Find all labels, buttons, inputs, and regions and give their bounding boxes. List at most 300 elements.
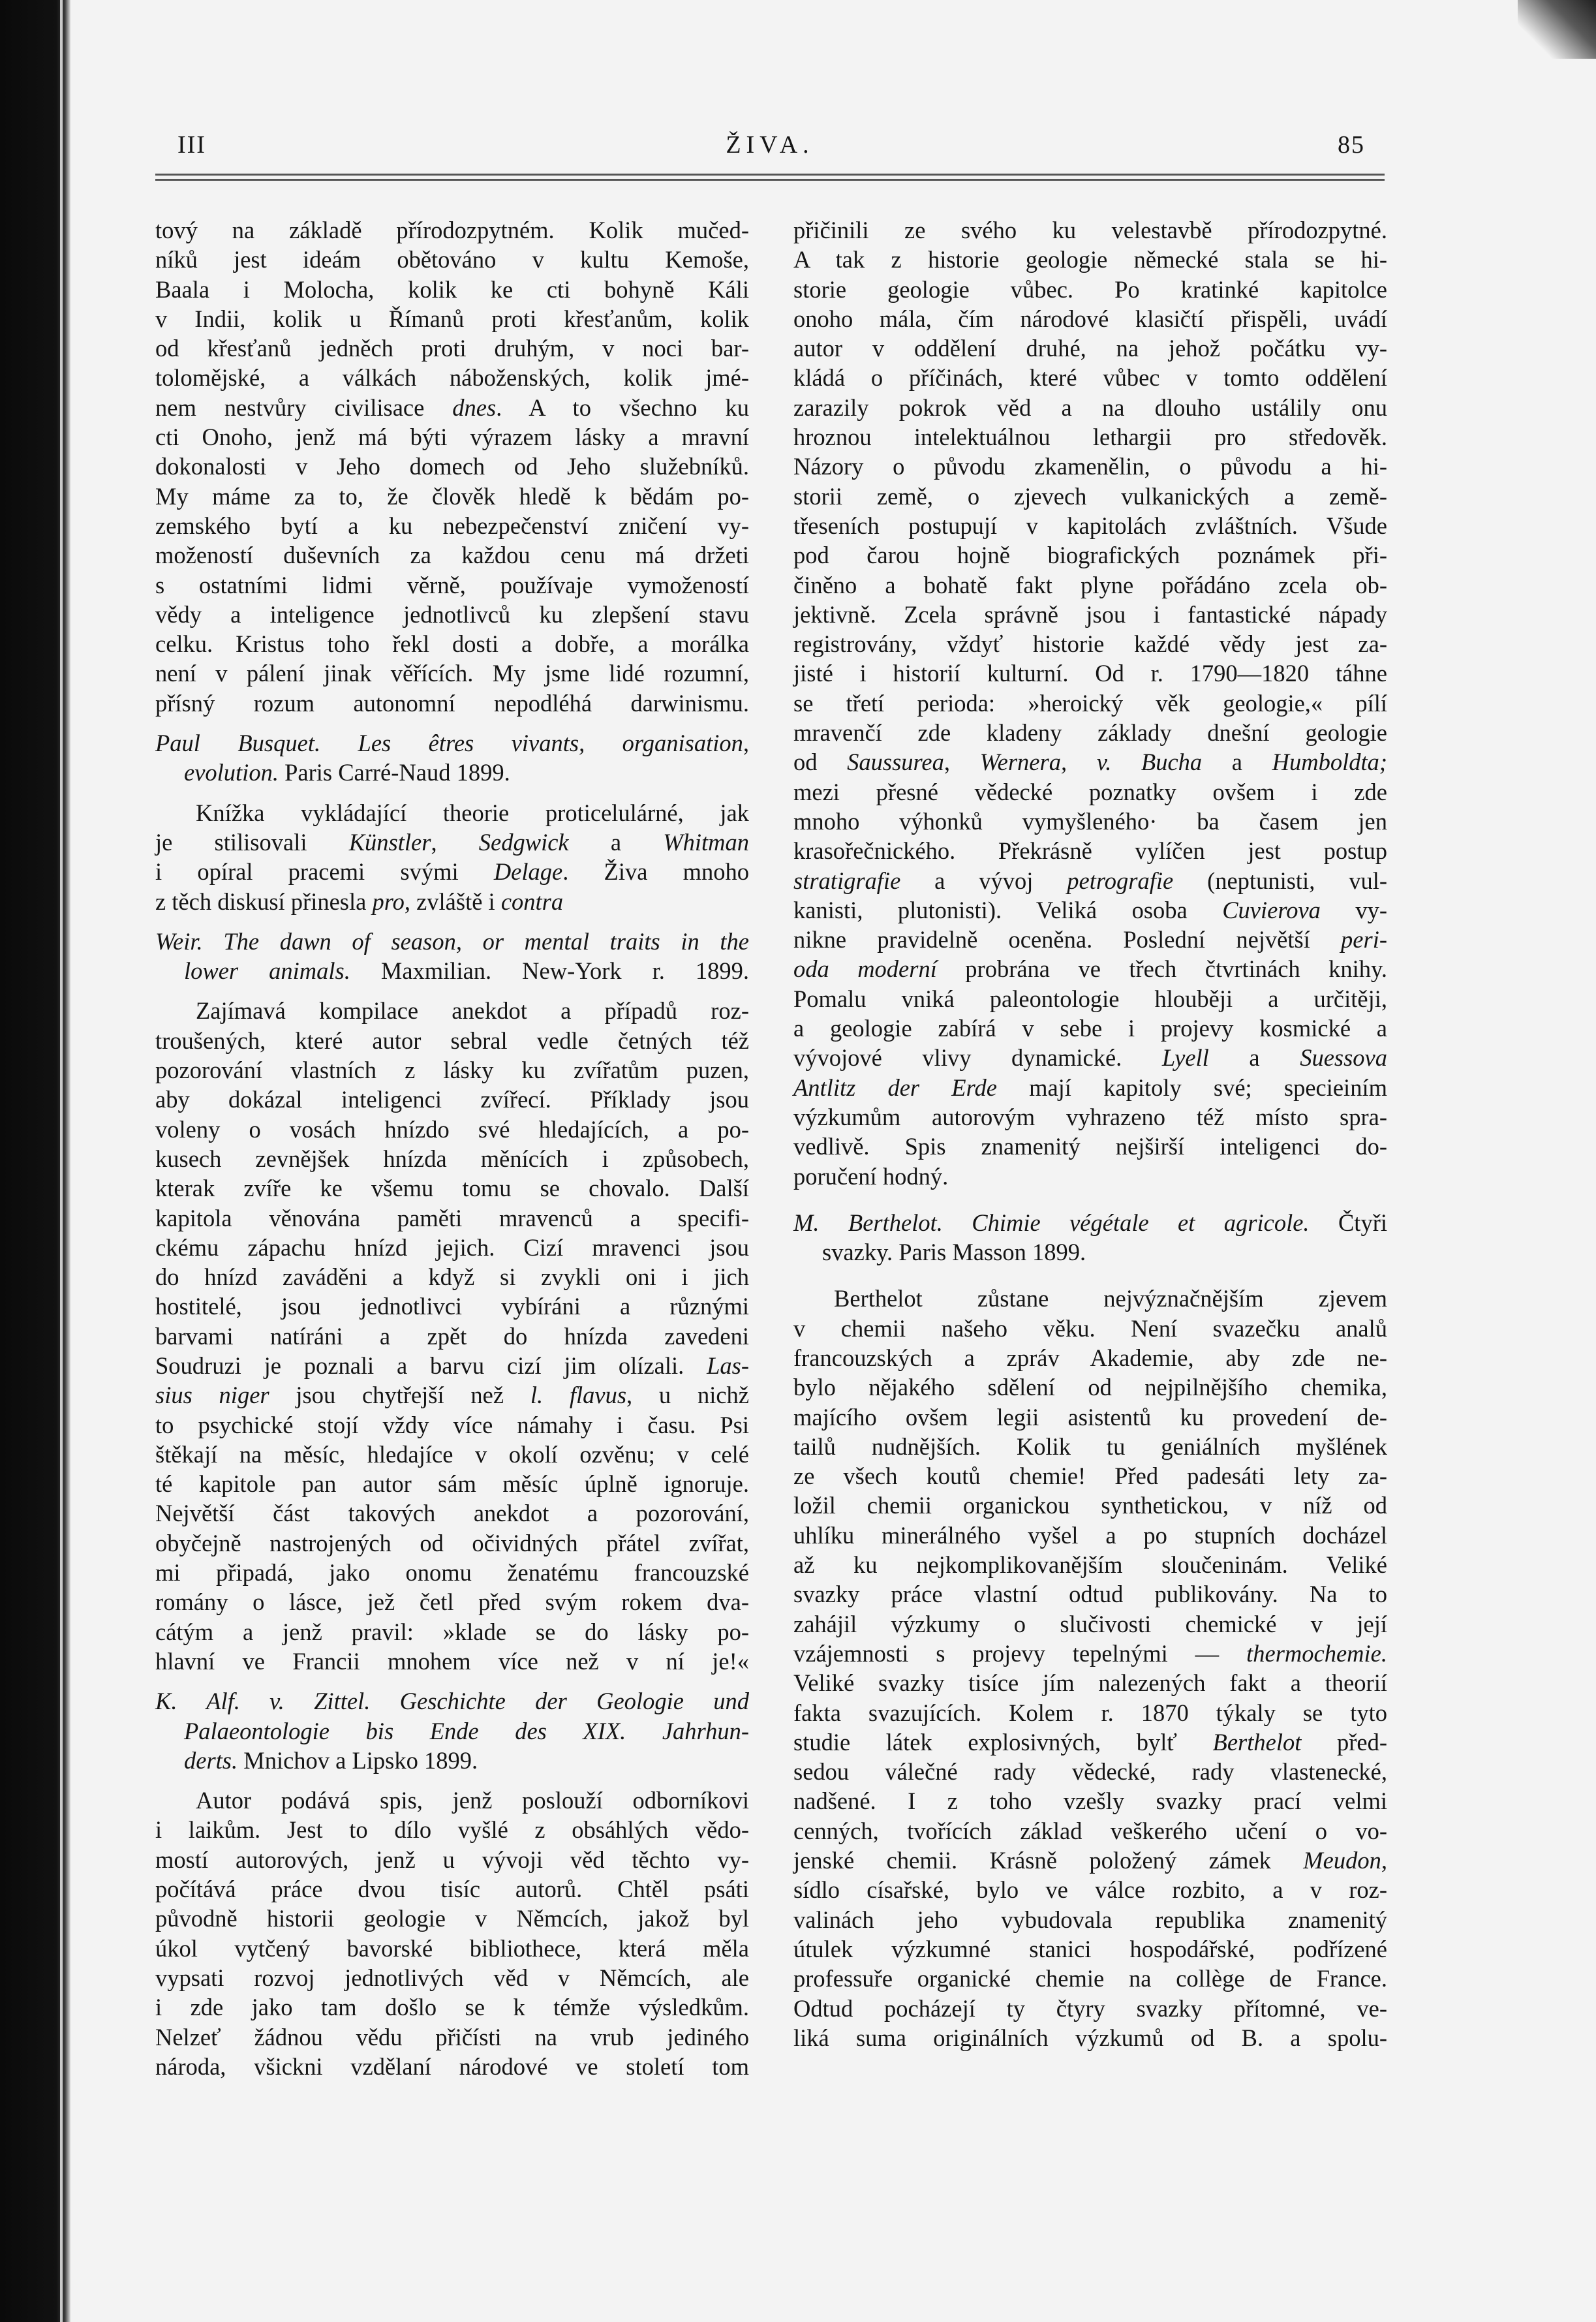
- text-line: [793, 600, 1387, 629]
- text-run: ckému zápachu hnízd jejich. Cizí mravenci jsou: [155, 1233, 749, 1261]
- text-run: původně historii geologie v Němcích, jakož byl: [155, 1905, 749, 1932]
- text-line: [793, 1237, 1387, 1267]
- text-run: ložil chemii organickou synthetickou, v níž od: [793, 1492, 1387, 1519]
- text-run: voleny o vosách hnízdo své hledajících, a po-: [155, 1115, 749, 1143]
- italic-text: Humboldta;: [1272, 749, 1388, 776]
- text-run: (neptunisti, vul-: [1173, 867, 1388, 894]
- italic-text: petrografie: [1067, 867, 1174, 894]
- text-run: až ku nejkomplikovanějším sloučeninám. Veliké: [793, 1551, 1387, 1579]
- text-run: přísný rozum autonomní nepodléhá darwinismu.: [155, 689, 749, 717]
- text-line: [155, 333, 749, 363]
- text-run: možeností duševních za každou cenu má držeti: [155, 542, 749, 569]
- text-run: Odtud pocházejí ty čtyry svazky přítomné, ve-: [793, 1994, 1387, 2022]
- text-line: [793, 570, 1387, 600]
- text-line: [793, 275, 1387, 304]
- italic-text: Delage: [493, 858, 563, 886]
- text-line: [793, 658, 1387, 688]
- text-line: [155, 1786, 749, 1815]
- text-line: [793, 333, 1387, 363]
- text-run: zahájil výzkumy o slučivosti chemické v její: [793, 1610, 1387, 1637]
- text-line: [155, 689, 749, 718]
- page-edge-line: [60, 0, 63, 2322]
- text-run: Berthelot zůstane nejvýznačnějším zjevem: [834, 1285, 1387, 1312]
- text-line: [155, 1115, 749, 1144]
- text-line: [793, 540, 1387, 570]
- text-run: mostí autorových, jenž u vývoji věd těchto vy-: [155, 1846, 749, 1873]
- running-header: [155, 131, 1385, 170]
- text-line: [793, 1846, 1387, 1875]
- text-run: mi připadá, jako onomu ženatému francouzské: [155, 1559, 749, 1587]
- italic-text: Berthelot: [1212, 1728, 1302, 1756]
- text-run: nadšené. I z toho vzešly svazky prací velmi: [793, 1788, 1387, 1815]
- text-line: [793, 1314, 1387, 1343]
- text-run: jektivně. Zcela správně jsou i fantastické nápady: [793, 600, 1387, 628]
- italic-text: K. Alf. v. Zittel. Geschichte der Geologie und: [155, 1688, 749, 1715]
- scan-corner-shadow: [1518, 0, 1596, 59]
- text-line: [793, 1609, 1387, 1639]
- journal-title: ŽIVA.: [726, 131, 814, 159]
- text-run: francouzských a zpráv Akademie, aby zde ne-: [793, 1344, 1387, 1371]
- text-run: bylo nějakého sdělení od nejpilnějšího chemika,: [793, 1374, 1387, 1401]
- text-line: [155, 600, 749, 629]
- text-line: [793, 1343, 1387, 1372]
- text-line: [793, 777, 1387, 807]
- text-run: vědy a inteligence jednotlivců ku zlepšení stavu: [155, 600, 749, 628]
- text-run: kládá o příčinách, které vůbec v tomto oddělení: [793, 364, 1387, 392]
- text-run: svazky. Paris Masson 1899.: [822, 1239, 1086, 1266]
- text-run: cátým a jenž pravil: »klade se do lásky po-: [155, 1618, 749, 1645]
- text-run: barvami natíráni a zpět do hnízda zavedeni: [155, 1322, 749, 1350]
- text-line: [155, 1498, 749, 1528]
- text-run: jsou chytřejší než: [269, 1382, 530, 1409]
- text-line: [155, 857, 749, 886]
- text-run: vývojové vlivy dynamické.: [793, 1044, 1162, 1072]
- text-line: [793, 1994, 1387, 2023]
- italic-text: Saussurea: [847, 749, 944, 776]
- text-line: [793, 1639, 1387, 1668]
- text-line: [793, 304, 1387, 333]
- text-line: [155, 629, 749, 658]
- text-line: [793, 747, 1387, 777]
- text-run: zarazily pokrok věd a na dlouho ustálily onu: [793, 394, 1387, 421]
- text-line: [155, 1351, 749, 1380]
- text-run: , u nichž: [626, 1382, 749, 1409]
- block-spacer: [155, 916, 749, 927]
- text-line: [155, 1686, 749, 1716]
- right-column: [793, 215, 1387, 2052]
- italic-text: sius niger: [155, 1382, 269, 1409]
- text-line: [793, 1461, 1387, 1491]
- text-line: [155, 245, 749, 274]
- text-line: [155, 1085, 749, 1114]
- text-run: té kapitole pan autor sám měsíc úplně ignoruje.: [155, 1470, 749, 1498]
- text-line: [155, 1874, 749, 1904]
- text-run: tailů nudnějších. Kolik tu geniálních myšlének: [793, 1432, 1387, 1460]
- italic-text: l. flavus: [530, 1382, 627, 1409]
- text-line: [793, 1934, 1387, 1964]
- text-line: [793, 393, 1387, 422]
- italic-text: lower animals.: [184, 957, 350, 985]
- italic-text: Meudon,: [1303, 1847, 1387, 1874]
- text-line: [155, 570, 749, 600]
- text-run: tolomějské, a válkách náboženských, kolik jmé-: [155, 364, 749, 392]
- text-run: v chemii našeho věku. Není svazečku analů: [793, 1314, 1387, 1342]
- text-line: [155, 1716, 749, 1746]
- text-run: fakta svazujících. Kolem r. 1870 týkaly se tyto: [793, 1699, 1387, 1726]
- text-run: autor v oddělení druhé, na jehož počátku vy-: [793, 335, 1387, 362]
- text-run: Zajímavá kompilace anekdot a případů roz-: [196, 997, 749, 1025]
- text-run: vzájemnosti s projevy tepelnými —: [793, 1639, 1247, 1667]
- text-line: [155, 658, 749, 688]
- text-run: Největší část takových anekdot a pozorování,: [155, 1500, 749, 1527]
- text-line: [793, 895, 1387, 925]
- text-run: činěno a bohatě fakt plyne pořádáno zcela ob-: [793, 571, 1387, 598]
- text-line: [155, 304, 749, 333]
- italic-text: peri-: [1341, 926, 1387, 953]
- text-line: [793, 1102, 1387, 1132]
- block-spacer: [155, 985, 749, 996]
- text-line: [793, 2023, 1387, 2052]
- text-run: s ostatními lidmi věrně, používaje vymožeností: [155, 571, 749, 598]
- text-line: [155, 1469, 749, 1498]
- text-run: počítává práce dvou tisíc autorů. Chtěl psáti: [155, 1876, 749, 1903]
- text-run: štěkají na měsíc, hledajíce v okolí ozvěnu; v celé: [155, 1440, 749, 1468]
- text-run: . Živa mnoho: [562, 858, 749, 886]
- text-run: pod čarou hojně biografických poznámek při-: [793, 542, 1387, 569]
- italic-text: contra: [500, 888, 564, 915]
- text-run: a geologie zabírá v sebe i projevy kosmické a: [793, 1015, 1387, 1042]
- text-run: Nelzeť žádnou vědu přičísti na vrub jediného: [155, 2023, 749, 2051]
- text-line: [155, 1647, 749, 1676]
- text-run: krasořečnického. Překrásně vylíčen jest postup: [793, 837, 1387, 865]
- text-run: sedou válečné rady vědecké, rady vlastenecké,: [793, 1758, 1387, 1786]
- text-run: Baala i Molocha, kolik ke cti bohyně Káli: [155, 275, 749, 303]
- text-run: je stilisovali: [155, 828, 349, 856]
- text-line: [155, 275, 749, 304]
- text-run: pozorování vlastních z lásky ku zvířatům puzen,: [155, 1057, 749, 1084]
- text-run: a: [568, 828, 664, 856]
- text-line: [793, 1816, 1387, 1846]
- italic-text: thermochemie.: [1246, 1639, 1387, 1667]
- text-run: A tak z historie geologie německé stala se hi-: [793, 246, 1387, 273]
- text-line: [155, 1173, 749, 1203]
- text-run: cti Onoho, jenž má býti výrazem lásky a mravní: [155, 424, 749, 451]
- text-line: [155, 1587, 749, 1617]
- text-run: mezi přesné vědecké poznatky ovšem i zde: [793, 778, 1387, 805]
- text-run: zemského bytí a ku nebezpečenství zničení vy-: [155, 512, 749, 539]
- text-line: [155, 1558, 749, 1587]
- italic-text: pro: [372, 888, 405, 915]
- text-run: nikne pravidelně oceněna. Poslední největší: [793, 926, 1342, 953]
- text-line: [155, 1963, 749, 1992]
- text-line: [793, 452, 1387, 481]
- text-run: Názory o původu zkamenělin, o původu a hi-: [793, 453, 1387, 480]
- text-run: professuře organické chemie na collège de France.: [793, 1965, 1387, 1992]
- italic-text: derts.: [184, 1746, 238, 1774]
- text-line: [155, 422, 749, 452]
- text-run: mnoho výhonků vymyšleného· ba časem jen: [793, 807, 1387, 835]
- text-run: před-: [1301, 1728, 1387, 1756]
- text-line: [793, 984, 1387, 1014]
- text-line: [793, 1073, 1387, 1102]
- text-line: [793, 245, 1387, 274]
- text-line: [793, 1014, 1387, 1043]
- text-line: [793, 954, 1387, 983]
- volume-number: III: [177, 131, 206, 159]
- text-line: [155, 798, 749, 828]
- text-run: kusech zevnějšek hnízda měnících i způsobech,: [155, 1145, 749, 1172]
- text-line: [155, 540, 749, 570]
- text-run: od křesťanů jedněch proti druhým, v noci bar-: [155, 335, 749, 362]
- text-run: obyčejně nastrojených od očividných přátel zvířat,: [155, 1529, 749, 1556]
- text-run: ze všech koutů chemie! Před padesáti lety za-: [793, 1463, 1387, 1490]
- text-run: probrána ve třech čtvrtinách knihy.: [936, 955, 1388, 983]
- text-run: a vývoj: [900, 867, 1067, 894]
- text-run: mravenčí zde kladeny základy dnešní geologie: [793, 719, 1387, 747]
- text-line: [793, 836, 1387, 865]
- italic-text: Antlitz der Erde: [793, 1074, 997, 1101]
- text-line: [155, 393, 749, 422]
- italic-text: Paul Busquet. Les êtres vivants, organisation,: [155, 730, 749, 757]
- italic-text: Künstler: [348, 828, 431, 856]
- text-line: [793, 1875, 1387, 1904]
- text-run: třeseních postupují v kapitolách zvláštních. Všude: [793, 512, 1387, 539]
- text-run: Autor podává spis, jenž poslouží odborníkovi: [196, 1787, 749, 1814]
- text-line: [793, 1550, 1387, 1579]
- text-line: [155, 1904, 749, 1933]
- text-run: do hnízd zaváděni a když si zvykli oni i jich: [155, 1263, 749, 1291]
- text-run: My máme za to, že člověk hledě k bědám po-: [155, 482, 749, 510]
- text-line: [155, 1815, 749, 1844]
- text-run: národa, všickni vzdělaní národové ve století tom: [155, 2052, 749, 2080]
- text-line: [793, 1905, 1387, 1934]
- italic-text: Lyell: [1161, 1044, 1209, 1072]
- block-spacer: [793, 1191, 1387, 1208]
- italic-text: M. Berthelot. Chimie végétale et agricole.: [793, 1209, 1310, 1236]
- text-run: to psychické stojí vždy více námahy i času. Psi: [155, 1411, 749, 1438]
- text-run: a: [1208, 1044, 1300, 1072]
- text-run: hostitelé, jsou jednotlivci vybíráni a různými: [155, 1293, 749, 1320]
- italic-text: Whitman: [663, 828, 750, 856]
- italic-text: Suessova: [1300, 1044, 1388, 1072]
- text-line: [793, 1964, 1387, 1993]
- text-run: Knížka vykládající theorie proticelulárné, jak: [196, 799, 749, 826]
- text-line: [155, 1410, 749, 1440]
- text-line: [155, 1934, 749, 1963]
- text-line: [155, 2052, 749, 2081]
- text-line: [155, 1440, 749, 1469]
- text-line: [793, 1043, 1387, 1072]
- text-run: sídlo císařské, bylo ve válce rozbito, a v roz-: [793, 1876, 1387, 1904]
- italic-text: oda moderní: [793, 955, 937, 983]
- text-run: ,: [431, 828, 479, 856]
- text-run: cenných, tvořících základ veškerého učení o vo-: [793, 1817, 1387, 1844]
- text-line: [793, 1727, 1387, 1757]
- text-line: [793, 1372, 1387, 1402]
- text-run: storii země, o zjevech vulkanických a země-: [793, 482, 1387, 510]
- text-line: [155, 1322, 749, 1351]
- text-line: [155, 1026, 749, 1055]
- italic-text: Weir. The dawn of season, or mental traits in the: [155, 927, 749, 955]
- left-column: [155, 215, 749, 2081]
- text-line: [155, 956, 749, 985]
- text-line: [793, 925, 1387, 954]
- text-run: vypsati rozvoj jednotlivých věd v Němcích, ale: [155, 1964, 749, 1991]
- text-run: aby dokázal inteligenci zvířecí. Příklady jsou: [155, 1086, 749, 1113]
- text-run: Pomalu vniká paleontologie hlouběji a určitěji,: [793, 985, 1387, 1012]
- italic-text: Sedgwick: [478, 828, 569, 856]
- italic-text: Las-: [707, 1352, 749, 1379]
- text-run: kapitola věnována paměti mravenců a specifi-: [155, 1204, 749, 1231]
- text-run: liká suma originálních výzkumů od B. a spolu-: [793, 2024, 1387, 2051]
- text-run: z těch diskusí přinesla: [155, 888, 373, 915]
- text-line: [155, 758, 749, 787]
- text-line: [793, 1698, 1387, 1727]
- text-line: [793, 215, 1387, 245]
- text-line: [155, 363, 749, 392]
- text-run: storie geologie vůbec. Po kratinké kapitolce: [793, 275, 1387, 303]
- italic-text: Palaeontologie bis Ende des XIX. Jahrhun-: [184, 1717, 749, 1744]
- text-run: . A to všechno ku: [496, 394, 749, 421]
- text-run: není v pálení jinak věřících. My jsme lidé rozumní,: [155, 660, 749, 687]
- text-line: [793, 629, 1387, 658]
- text-run: svazky práce vlastní odtud publikovány. Na to: [793, 1581, 1387, 1608]
- text-line: [793, 1284, 1387, 1313]
- text-line: [155, 927, 749, 956]
- text-run: hroznou intelektuálnou lethargii pro středověk.: [793, 424, 1387, 451]
- text-run: romány o lásce, jež četl před svým rokem dva-: [155, 1588, 749, 1616]
- block-spacer: [155, 1676, 749, 1686]
- text-run: troušených, které autor sebral vedle četných též: [155, 1027, 749, 1054]
- text-run: registrovány, vždyť historie každé vědy jest za-: [793, 630, 1387, 658]
- text-run: celku. Kristus toho řekl dosti a dobře, a morálka: [155, 630, 749, 658]
- text-run: v Indii, kolik u Římanů proti křesťanům, kolik: [155, 305, 749, 332]
- text-line: [155, 1144, 749, 1173]
- text-line: [155, 1262, 749, 1292]
- text-run: Maxmilian. New-York r. 1899.: [350, 957, 749, 985]
- text-run: i opíral pracemi svými: [155, 858, 494, 886]
- text-run: , zvláště i: [404, 888, 501, 915]
- text-line: [793, 689, 1387, 718]
- text-run: kterak zvíře ke všemu tomu se chovalo. Další: [155, 1175, 749, 1202]
- text-run: i laikům. Jest to dílo vyšlé z obsáhlých vědo-: [155, 1816, 749, 1844]
- text-line: [793, 1402, 1387, 1432]
- text-line: [155, 511, 749, 540]
- text-line: [155, 1292, 749, 1321]
- text-run: přičinili ze svého ku velestavbě přírodozpytné.: [793, 217, 1387, 243]
- page-number: 85: [1338, 131, 1365, 159]
- text-line: [793, 1432, 1387, 1461]
- text-line: [155, 1233, 749, 1262]
- text-run: Soudruzi je poznali a barvu cizí jim olízali.: [155, 1352, 707, 1379]
- text-run: i zde jako tam došlo se k témže výsledkům.: [155, 1994, 749, 2021]
- text-run: tový na základě přírodozpytném. Kolik mučed-: [155, 217, 749, 243]
- text-line: [793, 422, 1387, 452]
- text-line: [155, 1746, 749, 1775]
- text-line: [155, 828, 749, 857]
- text-run: mají kapitoly své; specieiním: [996, 1074, 1387, 1101]
- block-spacer: [155, 788, 749, 798]
- text-line: [155, 1055, 749, 1085]
- text-run: se třetí perioda: »heroický věk geologie,« pílí: [793, 689, 1387, 717]
- text-run: studie látek explosivných, bylť: [793, 1728, 1213, 1756]
- text-line: [793, 1668, 1387, 1697]
- text-line: [155, 1617, 749, 1647]
- text-line: [155, 728, 749, 758]
- text-run: vy-: [1320, 896, 1387, 923]
- text-run: Čtyři: [1309, 1209, 1387, 1236]
- text-line: [155, 887, 749, 916]
- text-line: [155, 215, 749, 245]
- text-line: [793, 511, 1387, 540]
- italic-text: dnes: [452, 394, 497, 421]
- text-run: Veliké svazky tisíce jím nalezených fakt a theorií: [793, 1669, 1387, 1697]
- text-line: [793, 1757, 1387, 1786]
- text-run: jenské chemii. Krásně položený zámek: [793, 1847, 1304, 1874]
- text-run: Mnichov a Lipsko 1899.: [238, 1746, 478, 1774]
- header-rule-top: [155, 174, 1385, 176]
- text-run: ,: [944, 749, 980, 776]
- text-run: hlavní ve Francii mnohem více než v ní je!«: [155, 1647, 749, 1675]
- text-run: níků jest ideám obětováno v kultu Kemoše,: [155, 246, 749, 273]
- text-line: [793, 1579, 1387, 1609]
- text-line: [793, 363, 1387, 392]
- text-line: [793, 1786, 1387, 1816]
- text-run: uhlíku minerálného vyšel a po stupních docházel: [793, 1521, 1387, 1549]
- text-run: vedlivě. Spis znamenitý nejširší inteligenci do-: [793, 1133, 1387, 1160]
- text-run: a: [1202, 749, 1272, 776]
- block-spacer: [155, 1775, 749, 1786]
- text-run: výzkumům autorovým vyhrazeno též místo spra-: [793, 1103, 1387, 1130]
- text-line: [155, 1845, 749, 1874]
- text-line: [793, 866, 1387, 895]
- text-line: [155, 1203, 749, 1233]
- text-run: kanisti, plutonisti). Veliká osoba: [793, 896, 1223, 923]
- text-run: jisté i historií kulturní. Od r. 1790—1820 táhne: [793, 660, 1387, 687]
- text-line: [793, 1132, 1387, 1161]
- text-line: [155, 1528, 749, 1558]
- text-run: majícího ovšem legii asistentů ku provedení de-: [793, 1403, 1387, 1431]
- text-line: [793, 718, 1387, 747]
- text-line: [793, 1491, 1387, 1520]
- text-line: [155, 452, 749, 481]
- text-run: od: [793, 749, 848, 776]
- text-run: úkol vytčený bavorské bibliothece, která měla: [155, 1934, 749, 1962]
- text-line: [793, 1208, 1387, 1237]
- text-line: [155, 2022, 749, 2052]
- text-run: dokonalosti v Jeho domech od Jeho služebníků.: [155, 453, 749, 480]
- italic-text: stratigrafie: [793, 867, 901, 894]
- text-line: [793, 1521, 1387, 1550]
- text-line: [155, 996, 749, 1025]
- block-spacer: [793, 1267, 1387, 1284]
- text-line: [793, 1162, 1387, 1191]
- text-run: nem nestvůry civilisace: [155, 394, 453, 421]
- text-line: [155, 482, 749, 511]
- header-rule-bottom: [155, 179, 1385, 181]
- text-run: valinách jeho vybudovala republika znamenitý: [793, 1906, 1387, 1933]
- text-line: [155, 1992, 749, 2022]
- block-spacer: [155, 718, 749, 728]
- text-run: útulek výzkumné stanici hospodářské, podřízené: [793, 1935, 1387, 1962]
- text-run: onoho mála, čím národové klasičtí přispěli, uvádí: [793, 305, 1387, 332]
- italic-text: Wernera, v. Bucha: [979, 749, 1203, 776]
- text-line: [155, 1380, 749, 1410]
- text-run: poručení hodný.: [793, 1162, 949, 1190]
- text-line: [793, 807, 1387, 836]
- italic-text: Cuvierova: [1222, 896, 1321, 923]
- italic-text: evolution.: [184, 759, 279, 786]
